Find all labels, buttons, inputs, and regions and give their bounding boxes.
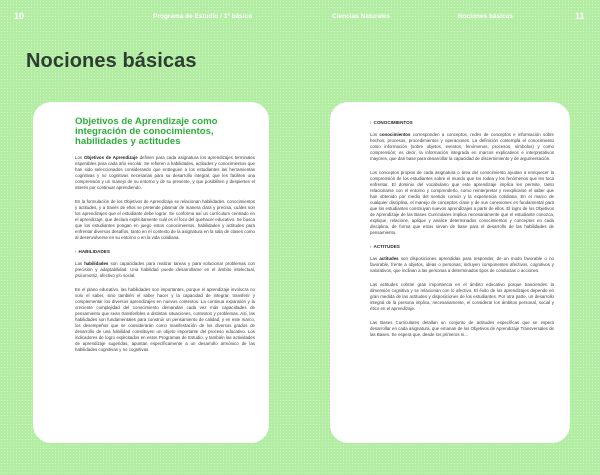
right-running-title-subject: Ciencias Naturales [332, 13, 391, 20]
subheading-label: CONOCIMIENTOS [373, 120, 413, 125]
arrow-bullet-icon: › [370, 120, 372, 125]
paragraph-actitudes [370, 256, 554, 274]
page-title: Nociones básicas [26, 50, 197, 72]
paragraph-habilidades [75, 261, 255, 279]
text-run: son disposiciones aprendidas para responder, de un modo favorable o no favorable, frente a objetos, ideas o personas; incluyen componentes afectivos, cognitivos y valorativos, que inclinan a las personas a determinados tipos de conductas o acciones. [370, 256, 554, 273]
subheading-habilidades [75, 249, 255, 255]
subheading-actitudes [370, 244, 554, 250]
text-run: corresponden a conceptos, redes de conceptos e información sobre hechos, procesos, procedimientos y operaciones. La definición contempla el conocimiento como información (sobre objetos, eventos, fenómenos, procesos, símbolos) y como comprensión; es decir, la información integrada en marcos explicativos e interpretativos mayores, que dan base para desarrollar la capacidad de discernimiento y de argumentación. [370, 132, 554, 161]
paragraph-conocimientos [370, 132, 554, 162]
left-page-number: 10 [14, 11, 25, 21]
bold-term: habilidades [84, 261, 109, 266]
left-running-title: Programa de Estudio / 1º básico [153, 13, 253, 20]
text-run: Los [370, 132, 380, 137]
arrow-bullet-icon: › [75, 249, 77, 254]
text-run: Las [75, 261, 85, 266]
paragraph-bases-curriculares: Las Bases Curriculares detallan un conjunto de actitudes específicas que se espera desarrollar en cada asignatura, que emanan de los Objetivos de Aprendizaje Transversales de las Bases. Se espera que, desde los primeros ni... [370, 320, 554, 337]
text-run: Los [75, 155, 84, 160]
paragraph-importancia-actitudes: Las actitudes cobran gran importancia en el ámbito educativo porque trascienden la dimensión cognitiva y se relacionan con lo afectivo. El éxito de los aprendizajes depende en gran medida de las actitudes y disposiciones de los estudiantes. Por otra parte, un desarrollo integral de la persona implica, necesariamente, el considerar los ámbitos personal, social y ético en el aprendizaje. [370, 282, 554, 311]
bold-term: conocimientos [379, 132, 411, 137]
right-running-title-section: Nociones básicas [458, 13, 513, 20]
right-page-number: 11 [575, 11, 585, 21]
subheading-label: ACTITUDES [373, 244, 400, 249]
text-run: definen para cada asignatura los aprendizajes terminales esperables para cada año escolar. Se refieren a habilidades, actitudes y conocimientos que han sido seleccionados considerando que entreguen a los estudiantes las herramientas cognitivas y no cognitivas necesarias para su desarrollo integral, que les faciliten una comprensión y un manejo de su entorno y de su presente, y que posibiliten y despierten el interés por continuar aprendiendo. [75, 155, 255, 190]
left-page [33, 102, 269, 443]
subheading-conocimientos [370, 120, 554, 126]
paragraph-objetivos [75, 155, 255, 191]
text-run: Las [370, 256, 380, 261]
section-title: Objetivos de Aprendizaje como integración de conocimientos, habilidades y actitudes [75, 116, 218, 147]
page-header [0, 0, 600, 34]
text-run: son capacidades para realizar tareas y para solucionar problemas con precisión y adaptabilidad. Una habilidad puede desarrollarse en el ámbito intelectual, psicomotriz, afectivo y/o social. [75, 261, 255, 278]
arrow-bullet-icon: › [370, 244, 372, 249]
paragraph-formulacion: En la formulación de los Objetivos de Aprendizaje se relacionan habilidades, conocimientos y actitudes, y a través de ellos se pretende plasmar de manera clara y precisa, cuáles son los aprendizajes que el estudiante debe lograr. Se conforma así un currículum centrado en el aprendizaje, que declara explícitamente cuál es el foco del quehacer educativo. Se busca que los estudiantes pongan en juego estos conocimientos, habilidades y actitudes para enfrentar diversos desafíos, tanto en el contexto de la asignatura en la sala de clases como al desenvolverse en su entorno o en la vida cotidiana. [75, 199, 255, 240]
bold-term: actitudes [379, 256, 399, 261]
paragraph-conceptos: Los conceptos propios de cada asignatura o área del conocimiento ayudan a enriquecer la comprensión de los estudiantes sobre el mundo que los rodea y los fenómenos que les toca enfrentar. El dominio del vocabulario que este aprendizaje implica les permite, tanto relacionarse con el entorno y comprenderlo, como reinterpretar y reexplicarse el saber que han obtenido por medio del sentido común y la experiencia cotidiana. En el marco de cualquier disciplina, el manejo de conceptos clave y de sus conexiones es fundamental para que los estudiantes construyan nuevos aprendizajes a partir de ellos. El logro de los Objetivos de Aprendizaje de las Bases Curriculares implica necesariamente que el estudiante conozca, explique, relacione, aplique y analice determinados conocimientos y conceptos en cada disciplina, de forma que estos sirvan de base para el desarrollo de las habilidades de pensamiento. [370, 170, 554, 235]
subheading-label: HABILIDADES [78, 249, 110, 254]
right-page [330, 102, 570, 443]
paragraph-plano-educativo: En el plano educativo, las habilidades son importantes, porque el aprendizaje involucra no solo el saber, sino también el saber hacer y la capacidad de integrar, transferir y complementar los diversos aprendizajes en nuevos contextos. La continua expansión y la creciente complejidad del conocimiento demandan cada vez más capacidades de pensamiento que sean transferibles a distintas situaciones, contextos y problemas. Así, las habilidades son fundamentales para construir un pensamiento de calidad, y en este marco, los desempeños que se considerarán como manifestación de los diversos grados de desarrollo de una habilidad constituyen un objeto importante del proceso educativo. Los indicadores de logro explicitados en estos Programas de Estudio, y también las actividades de aprendizaje sugeridas, apuntan específicamente a un desarrollo armónico de las habilidades cognitivas y no cognitivas. [75, 287, 255, 352]
bold-term: Objetivos de Aprendizaje [84, 155, 138, 160]
